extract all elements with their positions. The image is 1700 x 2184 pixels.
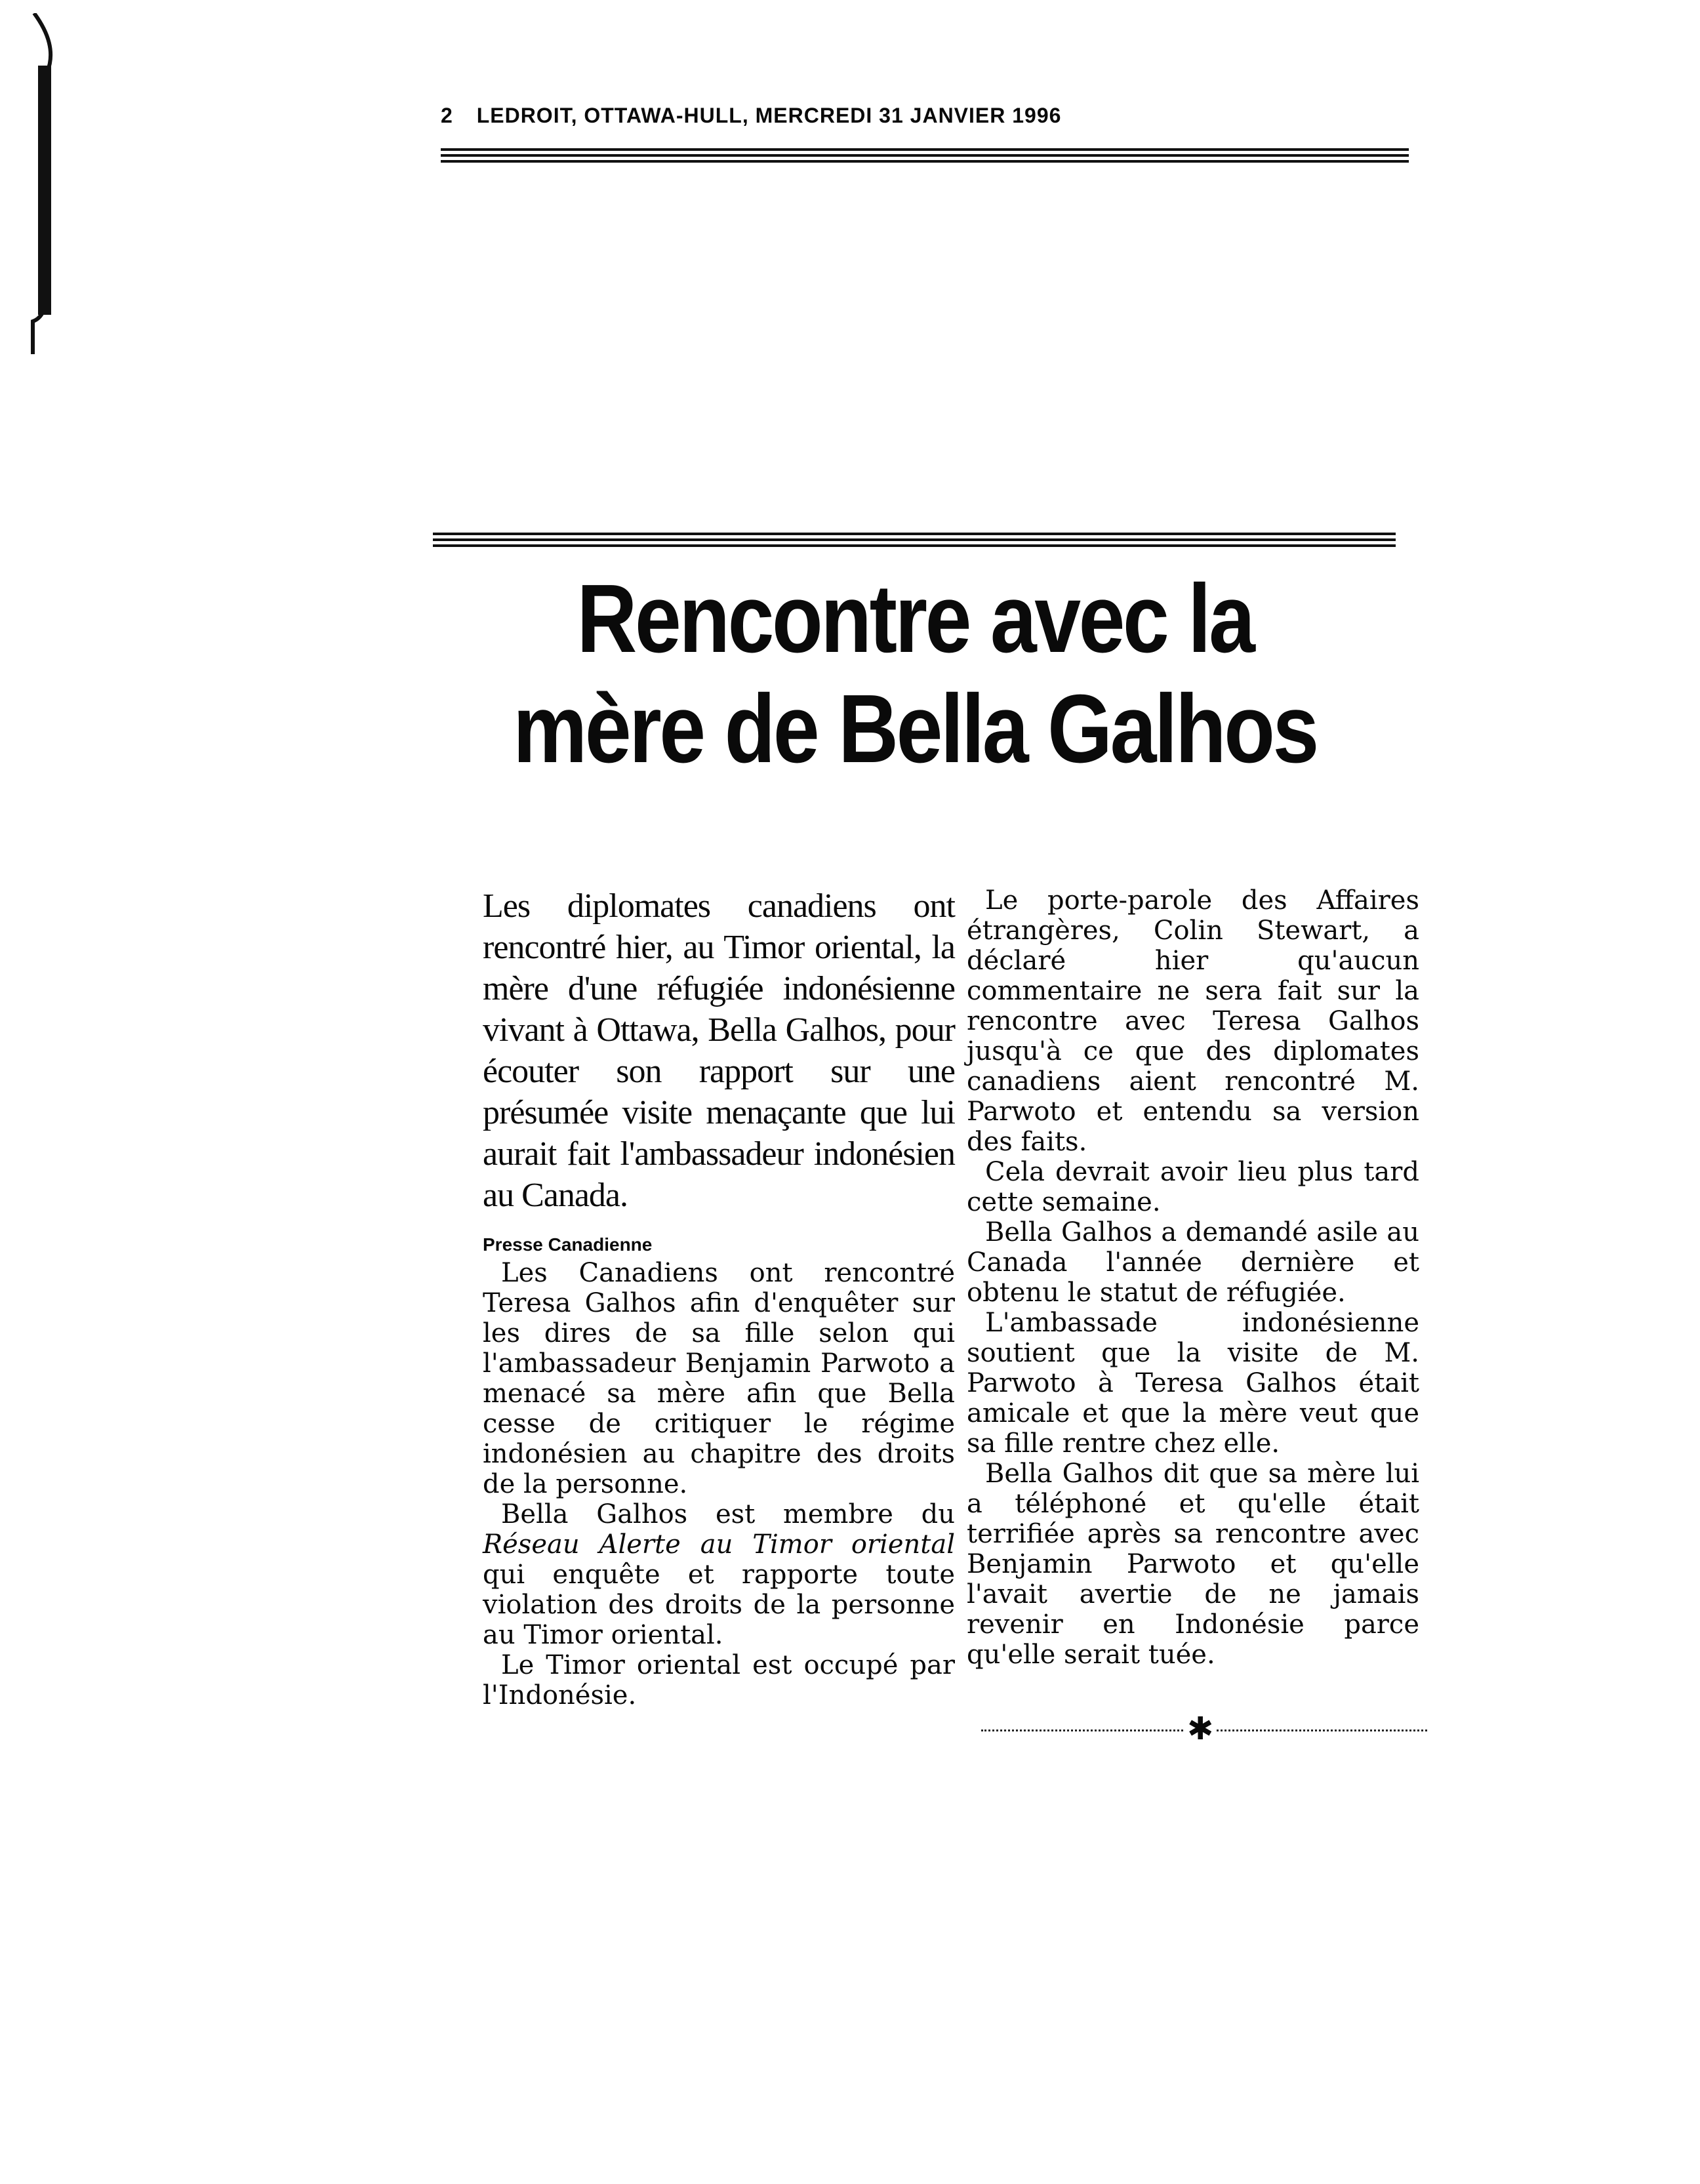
article-body-right — [967, 885, 1419, 1670]
article-headline — [500, 564, 1329, 784]
article-paragraph: Les Canadiens ont rencontré Teresa Galhos afin d'enquêter sur les dires de sa fille selon qui l'ambassadeur Benjamin Parwoto a menacé sa mère afin que Bella cesse de critiquer le régime indonésien au chapitre des droits de la personne. — [483, 1258, 955, 1499]
page-number: 2 — [441, 104, 453, 127]
article-paragraph: Cela devrait avoir lieu plus tard cette semaine. — [967, 1157, 1419, 1217]
article-column-right — [967, 885, 1419, 1670]
masthead — [441, 104, 1411, 128]
membership-text-before: Bella Galhos est membre du — [501, 1499, 955, 1529]
page-binding-mark — [29, 13, 68, 354]
headline-line-1: Rencontre avec la — [577, 565, 1253, 673]
article-paragraph: Le Timor oriental est occupé par l'Indonésie. — [483, 1650, 955, 1710]
article-lede: Les diplomates canadiens ont rencontré hier, au Timor oriental, la mère d'une réfugiée indonésienne vivant à Ottawa, Bella Galhos, pour écouter son rapport sur une présumée visite menaçante que lui aurait fait l'ambassadeur indonésien au Canada. — [483, 887, 955, 1214]
publication-line: LEDROIT, OTTAWA-HULL, MERCREDI 31 JANVIER 1996 — [476, 104, 1062, 127]
article-paragraph: Bella Galhos dit que sa mère lui a téléphoné et qu'elle était terrifiée après sa rencontre avec Benjamin Parwoto et qu'elle l'avait avertie de ne jamais revenir en Indonésie parce qu'elle serait tuée. — [967, 1459, 1419, 1670]
headline-line-2: mère de Bella Galhos — [513, 675, 1317, 783]
asterisk-icon: ✱ — [1184, 1713, 1216, 1745]
organization-name: Réseau Alerte au Timor oriental — [483, 1529, 955, 1560]
article-column-left — [483, 885, 955, 1710]
headline-rule — [433, 533, 1396, 550]
article-paragraph: Le porte-parole des Affaires étrangères, Colin Stewart, a déclaré hier qu'aucun commentaire ne sera fait sur la rencontre avec Teresa Galhos jusqu'à ce que des diplomates canadiens aient rencontré M. Parwoto et entendu sa version des faits. — [967, 885, 1419, 1157]
masthead-rule — [441, 148, 1409, 166]
article-paragraph: Bella Galhos a demandé asile au Canada l'année dernière et obtenu le statut de réfugiée. — [967, 1217, 1419, 1308]
article-paragraph: L'ambassade indonésienne soutient que la visite de M. Parwoto à Teresa Galhos était amicale et que la mère veut que sa fille rentre chez elle. — [967, 1308, 1419, 1459]
article-byline: Presse Canadienne — [483, 1234, 653, 1255]
article-paragraph-membership — [483, 1499, 955, 1650]
article-body-left — [483, 1258, 955, 1710]
article-end-mark — [981, 1710, 1427, 1747]
membership-text-after: qui enquête et rapporte toute violation des droits de la personne au Timor oriental. — [483, 1560, 955, 1650]
